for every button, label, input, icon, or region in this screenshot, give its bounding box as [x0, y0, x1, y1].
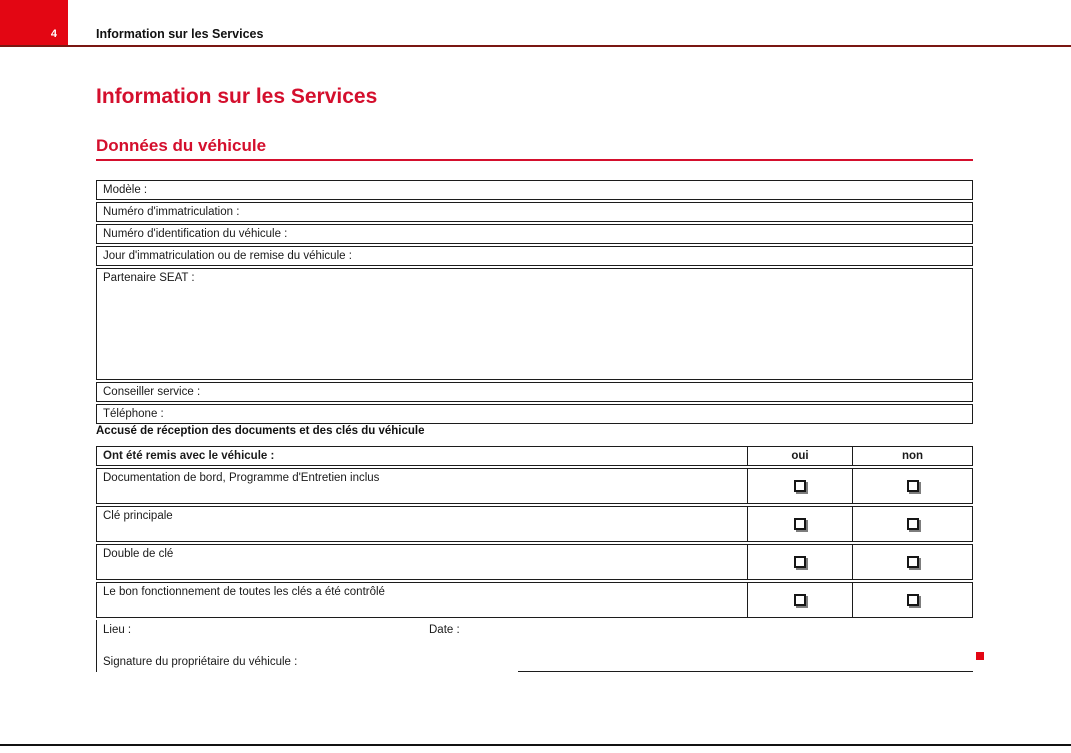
oui-cell	[748, 469, 853, 503]
non-cell	[853, 469, 972, 503]
checkbox-non[interactable]	[907, 518, 919, 530]
page-title: Information sur les Services	[96, 85, 378, 108]
checkbox-non[interactable]	[907, 594, 919, 606]
section-title-rule	[96, 159, 973, 161]
field-label: Partenaire SEAT :	[103, 272, 195, 284]
non-cell	[853, 583, 972, 617]
field-label: Numéro d'immatriculation :	[103, 206, 240, 218]
receipt-table-header-row	[96, 446, 973, 466]
table-row	[96, 468, 973, 504]
page-number: 4	[50, 28, 57, 40]
column-header-oui: oui	[748, 447, 853, 465]
vehicle-field-registration-date	[96, 246, 973, 266]
vehicle-field-model	[96, 180, 973, 200]
vehicle-field-phone	[96, 404, 973, 424]
checkbox-oui[interactable]	[794, 518, 806, 530]
field-label: Modèle :	[103, 184, 148, 196]
date-label: Date :	[429, 624, 460, 636]
vehicle-field-registration-number	[96, 202, 973, 222]
table-row	[96, 506, 973, 542]
non-cell	[853, 507, 972, 541]
signature-line	[518, 671, 973, 672]
vehicle-field-seat-partner	[96, 268, 973, 380]
field-label: Numéro d'identification du véhicule :	[103, 228, 288, 240]
running-header-title: Information sur les Services	[96, 27, 264, 41]
section-title: Données du véhicule	[96, 136, 267, 155]
oui-cell	[748, 583, 853, 617]
receipt-footer	[96, 620, 973, 672]
column-header-non: non	[901, 450, 924, 462]
table-row	[96, 544, 973, 580]
receipt-table	[96, 446, 973, 672]
header-rule	[0, 45, 1071, 47]
item-label: Double de clé	[97, 545, 748, 579]
section-end-marker	[976, 652, 984, 660]
checkbox-oui[interactable]	[794, 556, 806, 568]
non-cell	[853, 545, 972, 579]
checkbox-oui[interactable]	[794, 594, 806, 606]
page-bottom-rule	[0, 744, 1071, 746]
vehicle-field-vin	[96, 224, 973, 244]
table-row	[96, 582, 973, 618]
oui-cell	[748, 545, 853, 579]
page-number-badge	[0, 0, 68, 47]
column-header-item: Ont été remis avec le véhicule :	[97, 447, 748, 465]
checkbox-non[interactable]	[907, 480, 919, 492]
field-label: Jour d'immatriculation ou de remise du véhicule :	[103, 250, 352, 262]
signature-label: Signature du propriétaire du véhicule :	[103, 656, 298, 668]
item-label: Documentation de bord, Programme d'Entretien inclus	[97, 469, 748, 503]
place-label: Lieu :	[103, 624, 132, 636]
vehicle-data-table	[96, 180, 973, 424]
oui-cell	[748, 507, 853, 541]
checkbox-non[interactable]	[907, 556, 919, 568]
field-label: Téléphone :	[103, 408, 164, 420]
item-label: Le bon fonctionnement de toutes les clés a été contrôlé	[97, 583, 748, 617]
receipt-heading: Accusé de réception des documents et des clés du véhicule	[96, 425, 425, 437]
field-label: Conseiller service :	[103, 386, 201, 398]
item-label: Clé principale	[97, 507, 748, 541]
vehicle-field-service-advisor	[96, 382, 973, 402]
checkbox-oui[interactable]	[794, 480, 806, 492]
